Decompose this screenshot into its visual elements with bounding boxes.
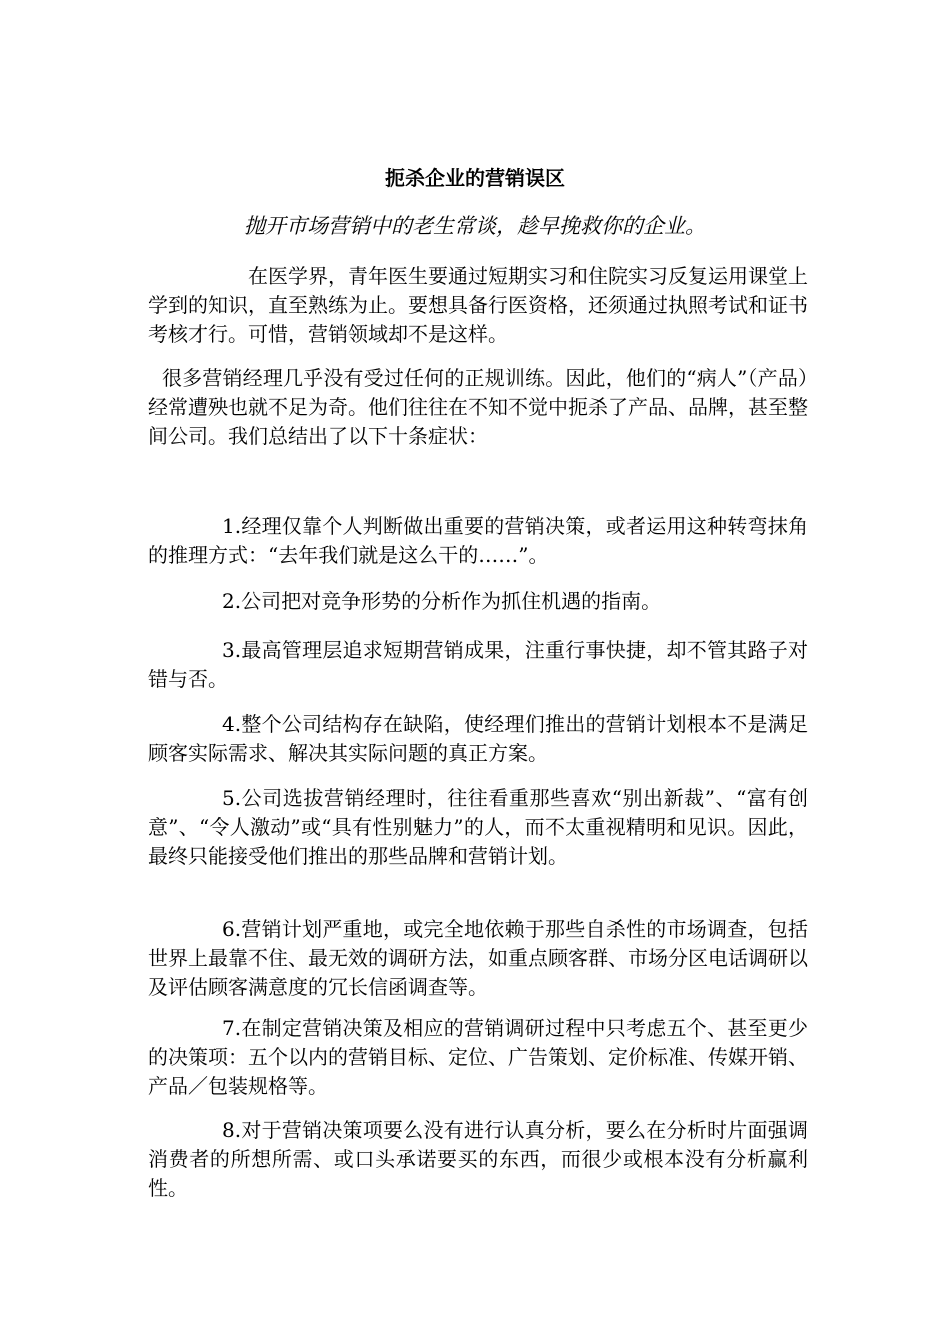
intro-paragraph: 很多营销经理几乎没有受过任何的正规训练。因此，他们的“病人”（产品）经常遭殃也就不足为奇。他们往往在不知不觉中扼杀了产品、品牌，甚至整间公司。我们总结出了以下十条症状： xyxy=(148,366,808,448)
list-item: 8.对于营销决策项要么没有进行认真分析，要么在分析时片面强调消费者的所想所需、或口头承诺要买的东西，而很少或根本没有分析赢利性。 xyxy=(148,1118,808,1200)
document-title: 扼杀企业的营销误区 xyxy=(385,166,565,190)
list-item: 1.经理仅靠个人判断做出重要的营销决策，或者运用这种转弯抹角的推理方式：“去年我们就是这么干的……”。 xyxy=(148,514,808,567)
list-item: 4.整个公司结构存在缺陷，使经理们推出的营销计划根本不是满足顾客实际需求、解决其实际问题的真正方案。 xyxy=(148,712,808,765)
list-item: 7.在制定营销决策及相应的营销调研过程中只考虑五个、甚至更少的决策项：五个以内的营销目标、定位、广告策划、定价标准、传媒开销、产品／包装规格等。 xyxy=(148,1016,808,1098)
intro-paragraph: 在医学界，青年医生要通过短期实习和住院实习反复运用课堂上学到的知识，直至熟练为止。要想具备行医资格，还须通过执照考试和证书考核才行。可惜，营销领域却不是这样。 xyxy=(148,264,808,346)
document-subtitle: 抛开市场营销中的老生常谈，趁早挽救你的企业。 xyxy=(244,214,706,238)
list-item: 3.最高管理层追求短期营销成果，注重行事快捷，却不管其路子对错与否。 xyxy=(148,638,808,691)
list-item: 5.公司选拔营销经理时，往往看重那些喜欢“别出新裁”、“富有创意”、“令人激动”或“具有性别魅力”的人，而不太重视精明和见识。因此，最终只能接受他们推出的那些品牌和营销计划。 xyxy=(148,786,808,868)
list-item: 2.公司把对竞争形势的分析作为抓住机遇的指南。 xyxy=(222,589,662,613)
list-item: 6.营销计划严重地，或完全地依赖于那些自杀性的市场调查，包括世界上最靠不住、最无效的调研方法，如重点顾客群、市场分区电话调研以及评估顾客满意度的冗长信函调查等。 xyxy=(148,917,808,999)
